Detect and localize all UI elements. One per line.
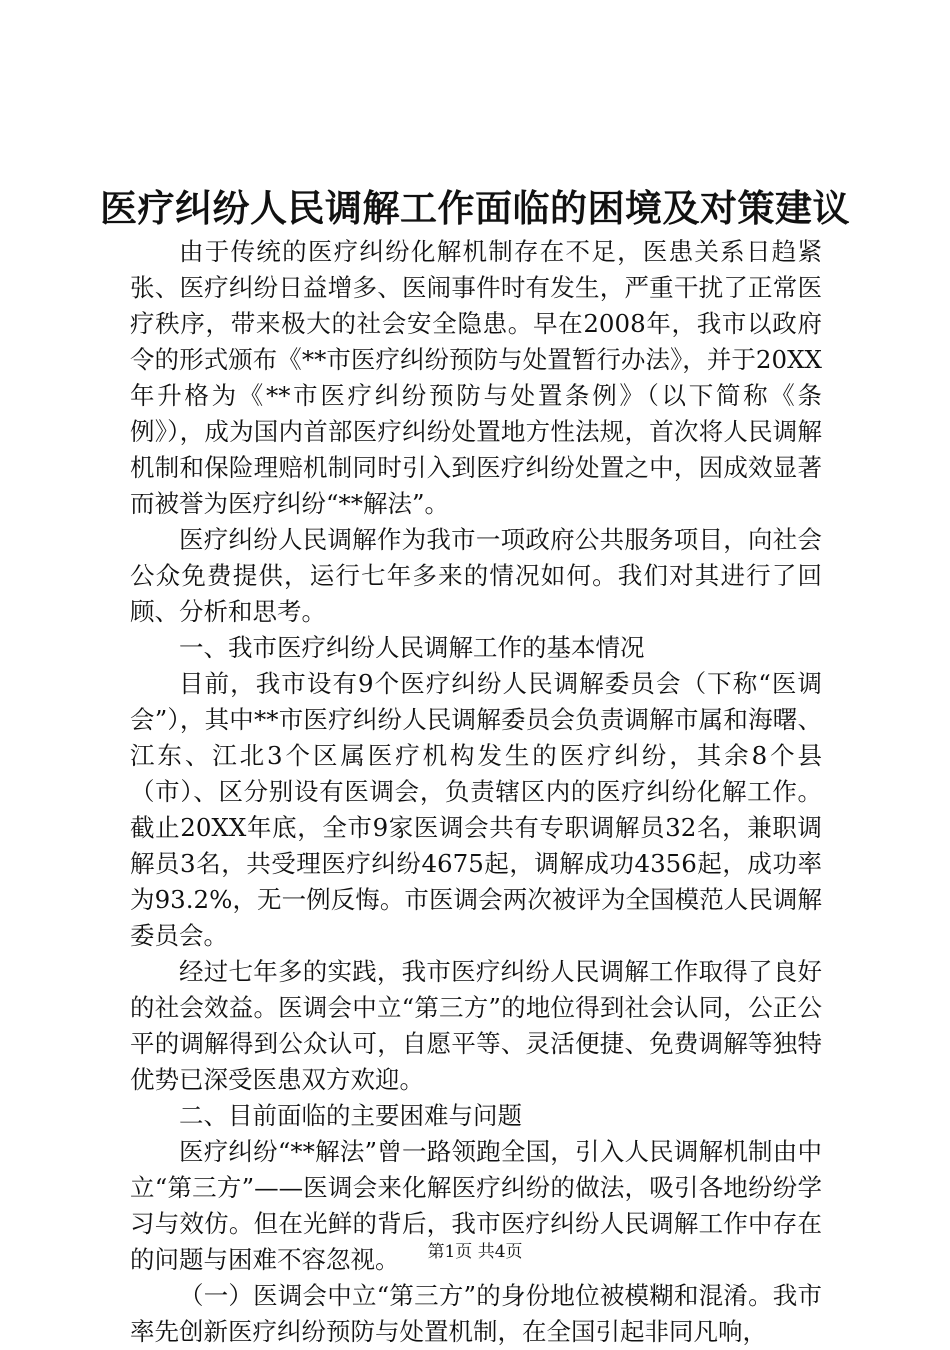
section-heading-1: 一、我市医疗纠纷人民调解工作的基本情况	[179, 633, 645, 662]
document-title: 医疗纠纷人民调解工作面临的困境及对策建议	[100, 186, 850, 230]
paragraph-basic-situation: 目前，我市设有9个医疗纠纷人民调解委员会（下称“医调会”），其中**市医疗纠纷人民调解委员会负责调解市属和海曙、江东、江北3个区属医疗机构发生的医疗纠纷，其余8个县（市）、区分别设有医调会，负责辖区内的医疗纠纷化解工作。截止20XX年底，全市9家医调会共有专职调解员32名，兼职调解员3名，共受理医疗纠纷4675起，调解成功4356起，成功率为93.2%，无一例反悔。市医调会两次被评为全国模范人民调解委员会。	[130, 669, 822, 950]
paragraph-problems: 医疗纠纷“**解法”曾一路领跑全国，引入人民调解机制由中立“第三方”——医调会来化解医疗纠纷的做法，吸引各地纷纷学习与效仿。但在光鲜的背后，我市医疗纠纷人民调解工作中存在的问题与困难不容忽视。	[130, 1137, 822, 1274]
paragraph-achievements: 经过七年多的实践，我市医疗纠纷人民调解工作取得了良好的社会效益。医调会中立“第三方”的地位得到社会认同，公正公平的调解得到公众认可，自愿平等、灵活便捷、免费调解等独特优势已深受医患双方欢迎。	[130, 957, 822, 1094]
document-body	[130, 234, 822, 1350]
paragraph-subsection-1: （一）医调会中立“第三方”的身份地位被模糊和混淆。我市率先创新医疗纠纷预防与处置机制，在全国引起非同凡响，	[130, 1281, 822, 1346]
paragraph-overview: 医疗纠纷人民调解作为我市一项政府公共服务项目，向社会公众免费提供，运行七年多来的情况如何。我们对其进行了回顾、分析和思考。	[130, 525, 822, 626]
page-number-footer: 第1页 共4页	[427, 1242, 523, 1262]
paragraph-intro: 由于传统的医疗纠纷化解机制存在不足，医患关系日趋紧张、医疗纠纷日益增多、医闹事件时有发生，严重干扰了正常医疗秩序，带来极大的社会安全隐患。早在2008年，我市以政府令的形式颁布《**市医疗纠纷预防与处置暂行办法》，并于20XX年升格为《**市医疗纠纷预防与处置条例》（以下简称《条例》），成为国内首部医疗纠纷处置地方性法规，首次将人民调解机制和保险理赔机制同时引入到医疗纠纷处置之中，因成效显著而被誉为医疗纠纷“**解法”。	[130, 237, 822, 518]
section-heading-2: 二、目前面临的主要困难与问题	[179, 1101, 522, 1130]
